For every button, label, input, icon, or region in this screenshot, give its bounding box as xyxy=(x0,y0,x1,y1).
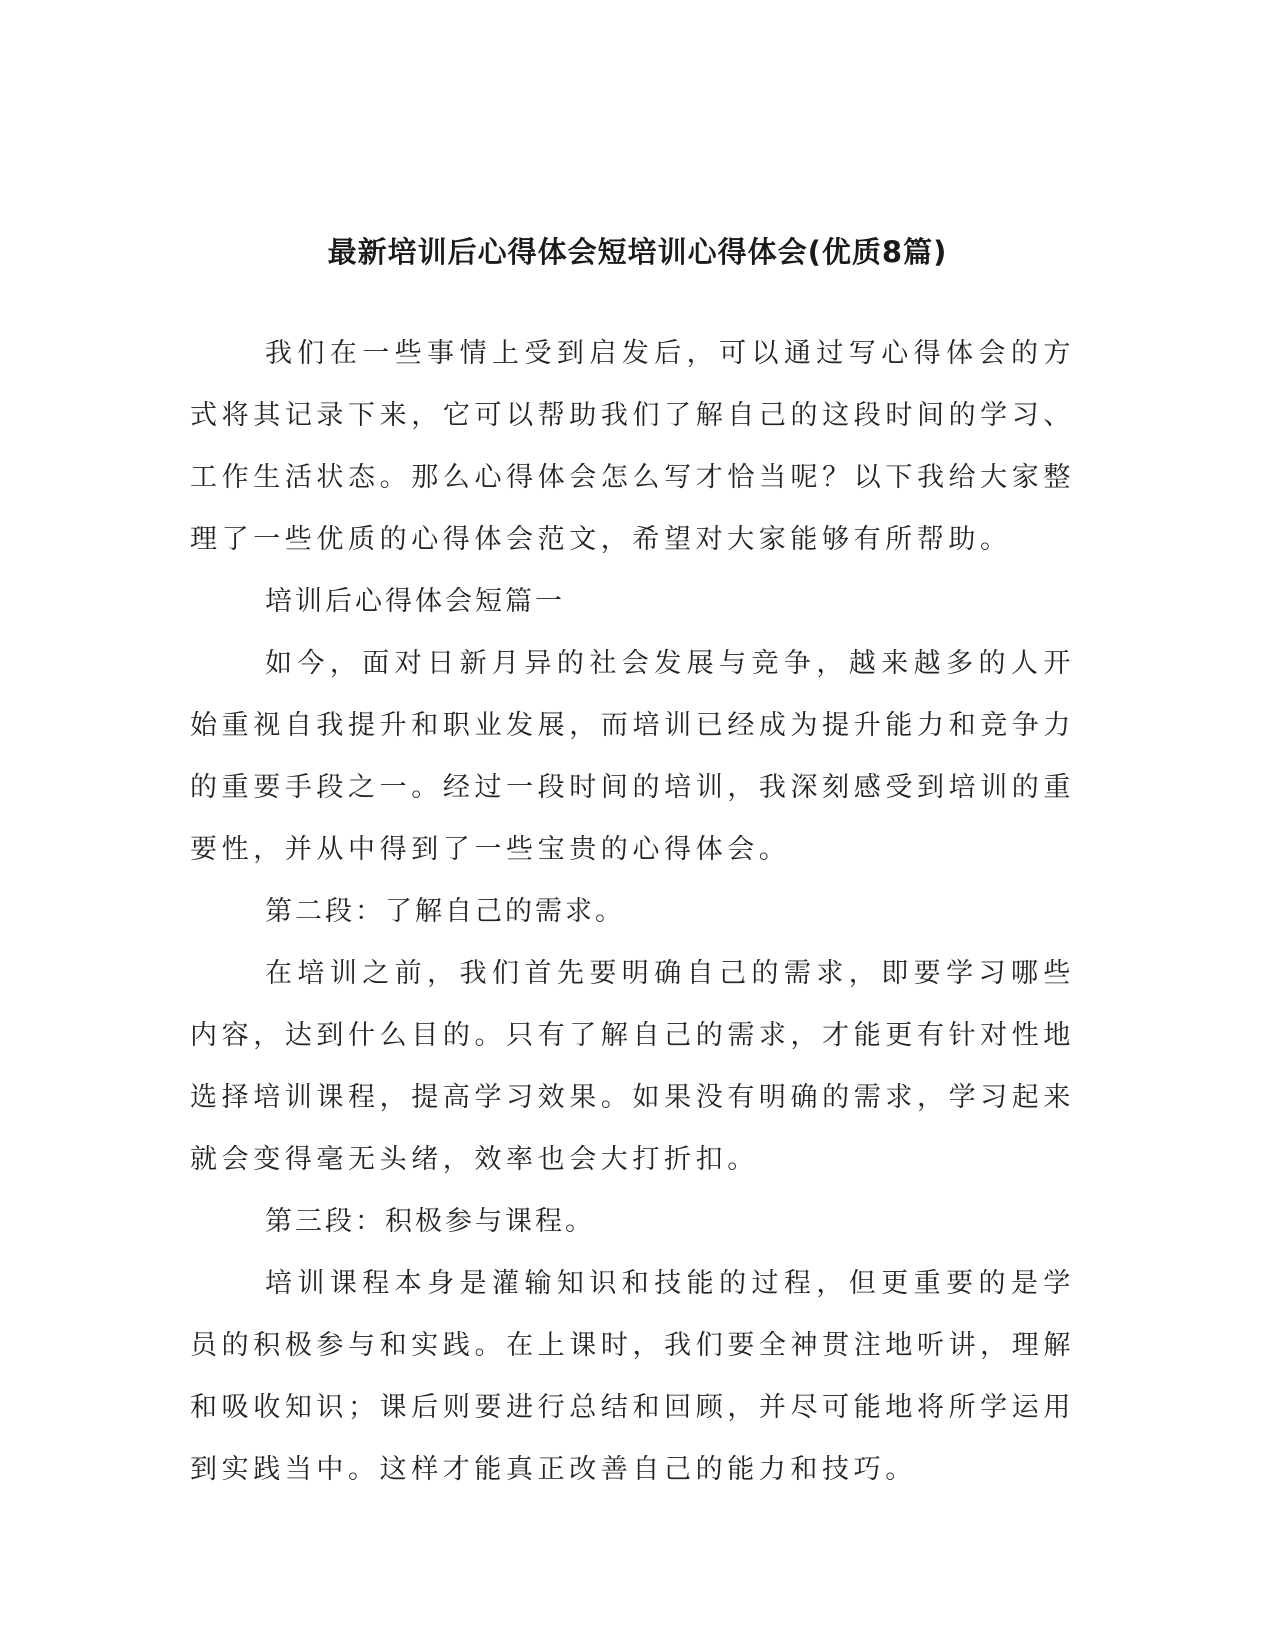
body-paragraph: 培训课程本身是灌输知识和技能的过程，但更重要的是学员的积极参与和实践。在上课时，我们要全神贯注地听讲，理解和吸收知识；课后则要进行总结和回顾，并尽可能地将所学运用到实践当中。这样才能真正改善自己的能力和技巧。 xyxy=(190,1268,1075,1485)
intro-paragraph: 我们在一些事情上受到启发后，可以通过写心得体会的方式将其记录下来，它可以帮助我们了解自己的这段时间的学习、工作生活状态。那么心得体会怎么写才恰当呢？以下我给大家整理了一些优质的心得体会范文，希望对大家能够有所帮助。 xyxy=(190,338,1075,555)
section-heading: 第三段：积极参与课程。 xyxy=(265,1206,595,1237)
section-heading: 培训后心得体会短篇一 xyxy=(265,586,565,617)
document-title: 最新培训后心得体会短培训心得体会(优质8篇) xyxy=(327,235,948,270)
body-paragraph: 如今，面对日新月异的社会发展与竞争，越来越多的人开始重视自我提升和职业发展，而培训已经成为提升能力和竞争力的重要手段之一。经过一段时间的培训，我深刻感受到培训的重要性，并从中得到了一些宝贵的心得体会。 xyxy=(190,648,1075,865)
body-paragraph: 在培训之前，我们首先要明确自己的需求，即要学习哪些内容，达到什么目的。只有了解自己的需求，才能更有针对性地选择培训课程，提高学习效果。如果没有明确的需求，学习起来就会变得毫无头绪，效率也会大打折扣。 xyxy=(190,958,1075,1175)
section-heading: 第二段：了解自己的需求。 xyxy=(265,896,625,927)
document-body xyxy=(190,323,1075,1501)
